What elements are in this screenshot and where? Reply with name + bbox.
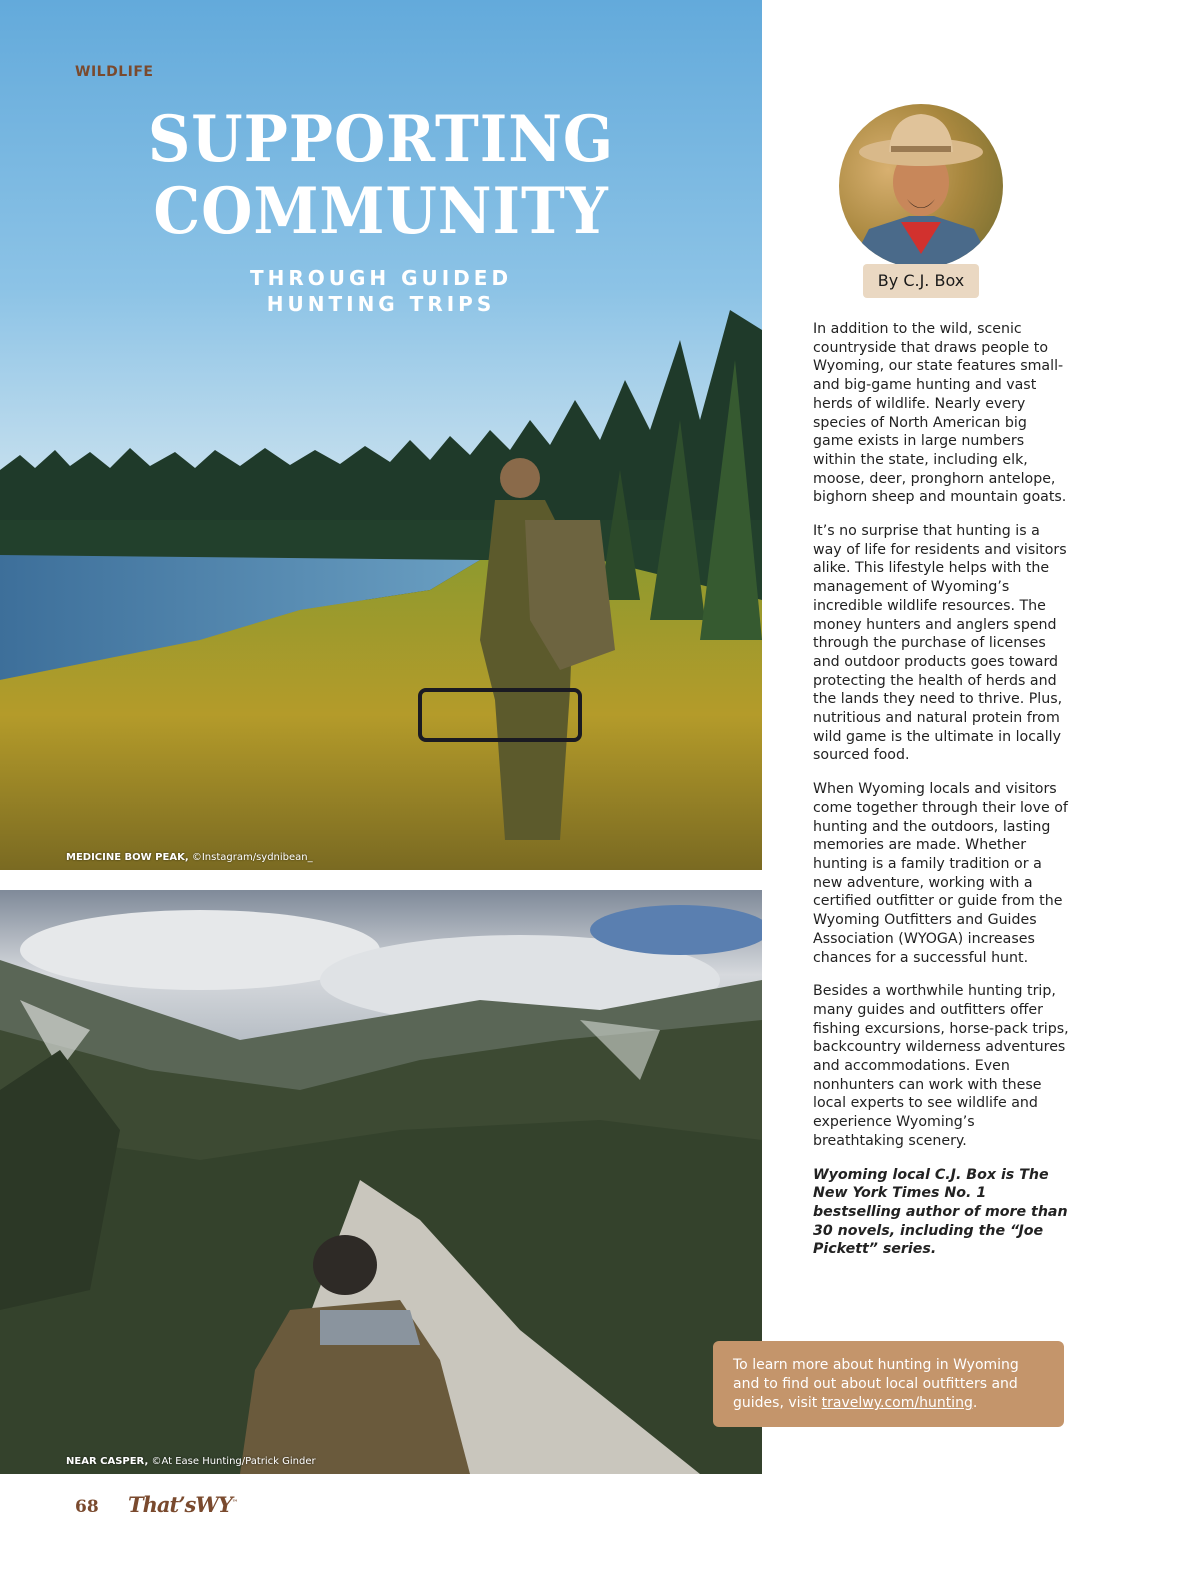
article-paragraph-2: It’s no surprise that hunting is a way of life for residents and visitors alike. This lifestyle helps with the management of Wyoming’s incredible wildlife resources. The money hunters and anglers spend through the purchase of licenses and outdoor products goes toward protecting the health of herds and the lands they need to thrive. Plus, nutritious and natural protein from wild game is the ultimate in locally sourced food. [813, 523, 1067, 764]
author-bio: Wyoming local C.J. Box is The New York Times No. 1 bestselling author of more than 30 novels, including the “Joe Pickett” series. [813, 1166, 1068, 1258]
mountain-caption-place: NEAR CASPER, [66, 1456, 149, 1467]
hero-photo-caption [66, 852, 313, 863]
author-headshot [839, 104, 1003, 268]
headline-line-2: COMMUNITY [153, 174, 609, 249]
cta-link[interactable]: travelwy.com/hunting [821, 1395, 973, 1411]
hero-caption-place: MEDICINE BOW PEAK, [66, 852, 189, 863]
subheadline-line-1: THROUGH GUIDED [249, 266, 513, 290]
cta-end: . [972, 1395, 978, 1411]
mountain-photo [0, 890, 762, 1474]
magazine-logo-text: That’sWY [128, 1492, 232, 1517]
mountain-landscape-illustration [0, 890, 762, 1474]
author-byline: By C.J. Box [863, 264, 979, 298]
hero-photo [0, 0, 762, 870]
article-body [813, 320, 1069, 1274]
subheadline-line-2: HUNTING TRIPS [266, 292, 496, 316]
cta-text: To learn more about hunting in Wyoming and to find out about local outfitters and guides, visit [733, 1357, 1019, 1411]
trademark-mark: ™ [231, 1499, 238, 1506]
hero-caption-credit: ©Instagram/sydnibean_ [191, 852, 313, 863]
article-paragraph-4: Besides a worthwhile hunting trip, many guides and outfitters offer fishing excursions, horse-pack trips, backcountry wilderness adventures and accommodations. Even nonhunters can work with these local experts to see wildlife and experience Wyoming’s breathtaking scenery. [813, 983, 1069, 1149]
mountain-photo-caption [66, 1456, 316, 1467]
section-label: WILDLIFE [75, 64, 154, 80]
mountain-caption-credit: ©At Ease Hunting/Patrick Ginder [151, 1456, 316, 1467]
headline-line-1: SUPPORTING [147, 102, 615, 177]
magazine-logo [128, 1492, 238, 1517]
article-paragraph-1: In addition to the wild, scenic countryside that draws people to Wyoming, our state features small- and big-game hunting and vast herds of wildlife. Nearly every species of North American big game exists in large numbers within the state, including elk, moose, deer, pronghorn antelope, bighorn sheep and mountain goats. [813, 321, 1067, 506]
page-number: 68 [75, 1497, 99, 1517]
author-portrait-illustration [839, 104, 1003, 268]
cta-box [713, 1341, 1064, 1427]
article-paragraph-3: When Wyoming locals and visitors come together through their love of hunting and the outdoors, lasting memories are made. Whether hunting is a family tradition or a new adventure, working with a certified outfitter or guide from the Wyoming Outfitters and Guides Association (WYOGA) increases chances for a successful hunt. [813, 781, 1068, 966]
